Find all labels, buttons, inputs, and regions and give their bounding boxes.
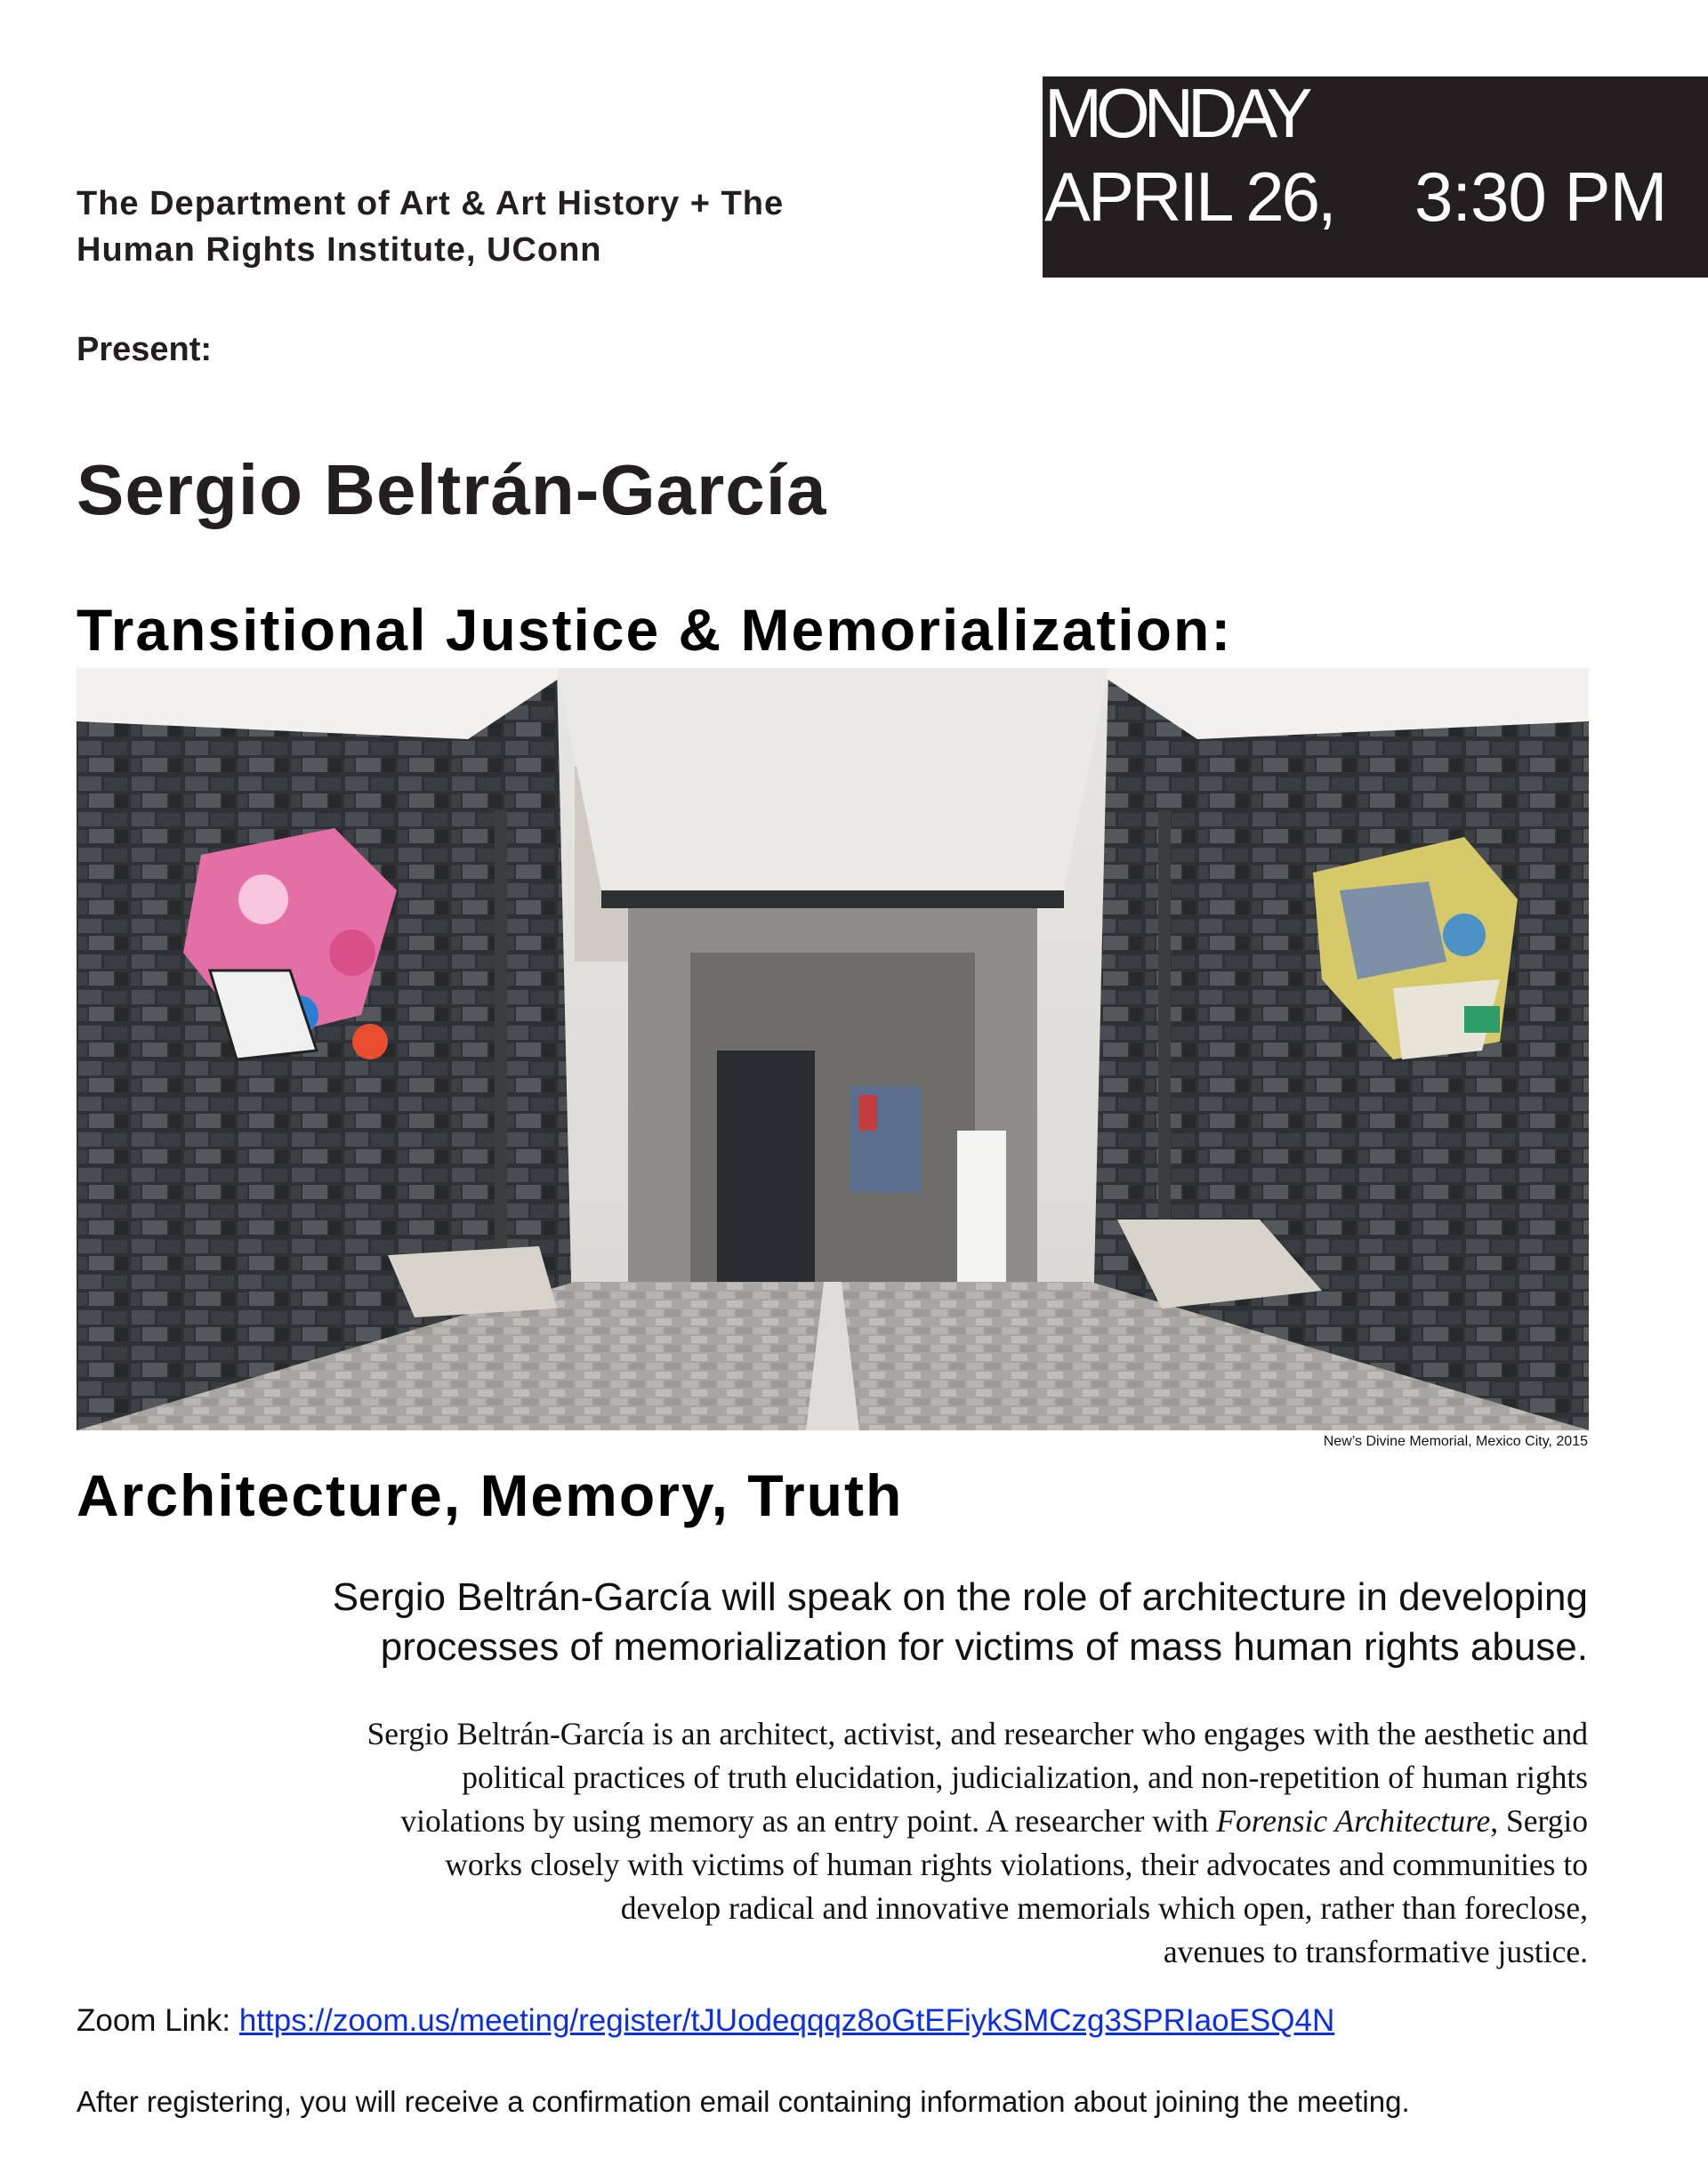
bio-line-4: works closely with victims of human rights violations, their advocates and communities to — [445, 1847, 1588, 1882]
speaker-name: Sergio Beltrán-García — [77, 450, 827, 529]
presenter-heading — [77, 181, 966, 273]
event-date-box — [1043, 76, 1708, 278]
event-day: MONDAY — [1044, 74, 1307, 152]
photo-caption: New’s Divine Memorial, Mexico City, 2015 — [1323, 1434, 1588, 1449]
bio-line-2: political practices of truth elucidation, judicialization, and non-repetition of human rights — [462, 1759, 1588, 1795]
presenter-line-2: Human Rights Institute, UConn — [77, 231, 602, 269]
bio-line-3-end: , Sergio — [1490, 1803, 1588, 1839]
summary-line-2: processes of memorialization for victims of mass human rights abuse. — [380, 1625, 1588, 1669]
event-time: 3:30 PM — [1414, 157, 1667, 236]
present-label: Present: — [77, 331, 213, 368]
event-date: APRIL 26, — [1044, 157, 1334, 236]
zoom-link-row — [77, 2003, 1334, 2039]
talk-title-part-1: Transitional Justice & Memorialization: — [77, 597, 1233, 663]
bio-line-3 — [31, 1800, 1588, 1843]
presenter-line-1: The Department of Art & Art History + The — [77, 185, 785, 222]
bio-line-6: avenues to transformative justice. — [1163, 1934, 1588, 1969]
zoom-registration-link[interactable]: https://zoom.us/meeting/register/tJUodeqqqz8oGtEFiykSMCzg3SPRIaoESQ4N — [238, 2003, 1335, 2038]
memorial-photo — [77, 668, 1589, 1430]
bio-line-1: Sergio Beltrán-García is an architect, activist, and researcher who engages with the aesthetic and — [367, 1716, 1588, 1751]
zoom-link-label: Zoom Link: — [77, 2003, 239, 2038]
bio-line-3-start: violations by using memory as an entry point. A researcher with — [400, 1803, 1217, 1839]
summary-line-1: Sergio Beltrán-García will speak on the role of architecture in developing — [332, 1575, 1588, 1619]
talk-title-part-2: Architecture, Memory, Truth — [77, 1462, 904, 1528]
speaker-bio — [31, 1712, 1588, 1974]
registration-note: After registering, you will receive a confirmation email containing information about joining the meeting. — [77, 2085, 1410, 2118]
bio-forensic-architecture: Forensic Architecture — [1216, 1803, 1491, 1839]
talk-summary — [147, 1573, 1588, 1672]
bio-line-5: develop radical and innovative memorials which open, rather than foreclose, — [620, 1890, 1588, 1926]
